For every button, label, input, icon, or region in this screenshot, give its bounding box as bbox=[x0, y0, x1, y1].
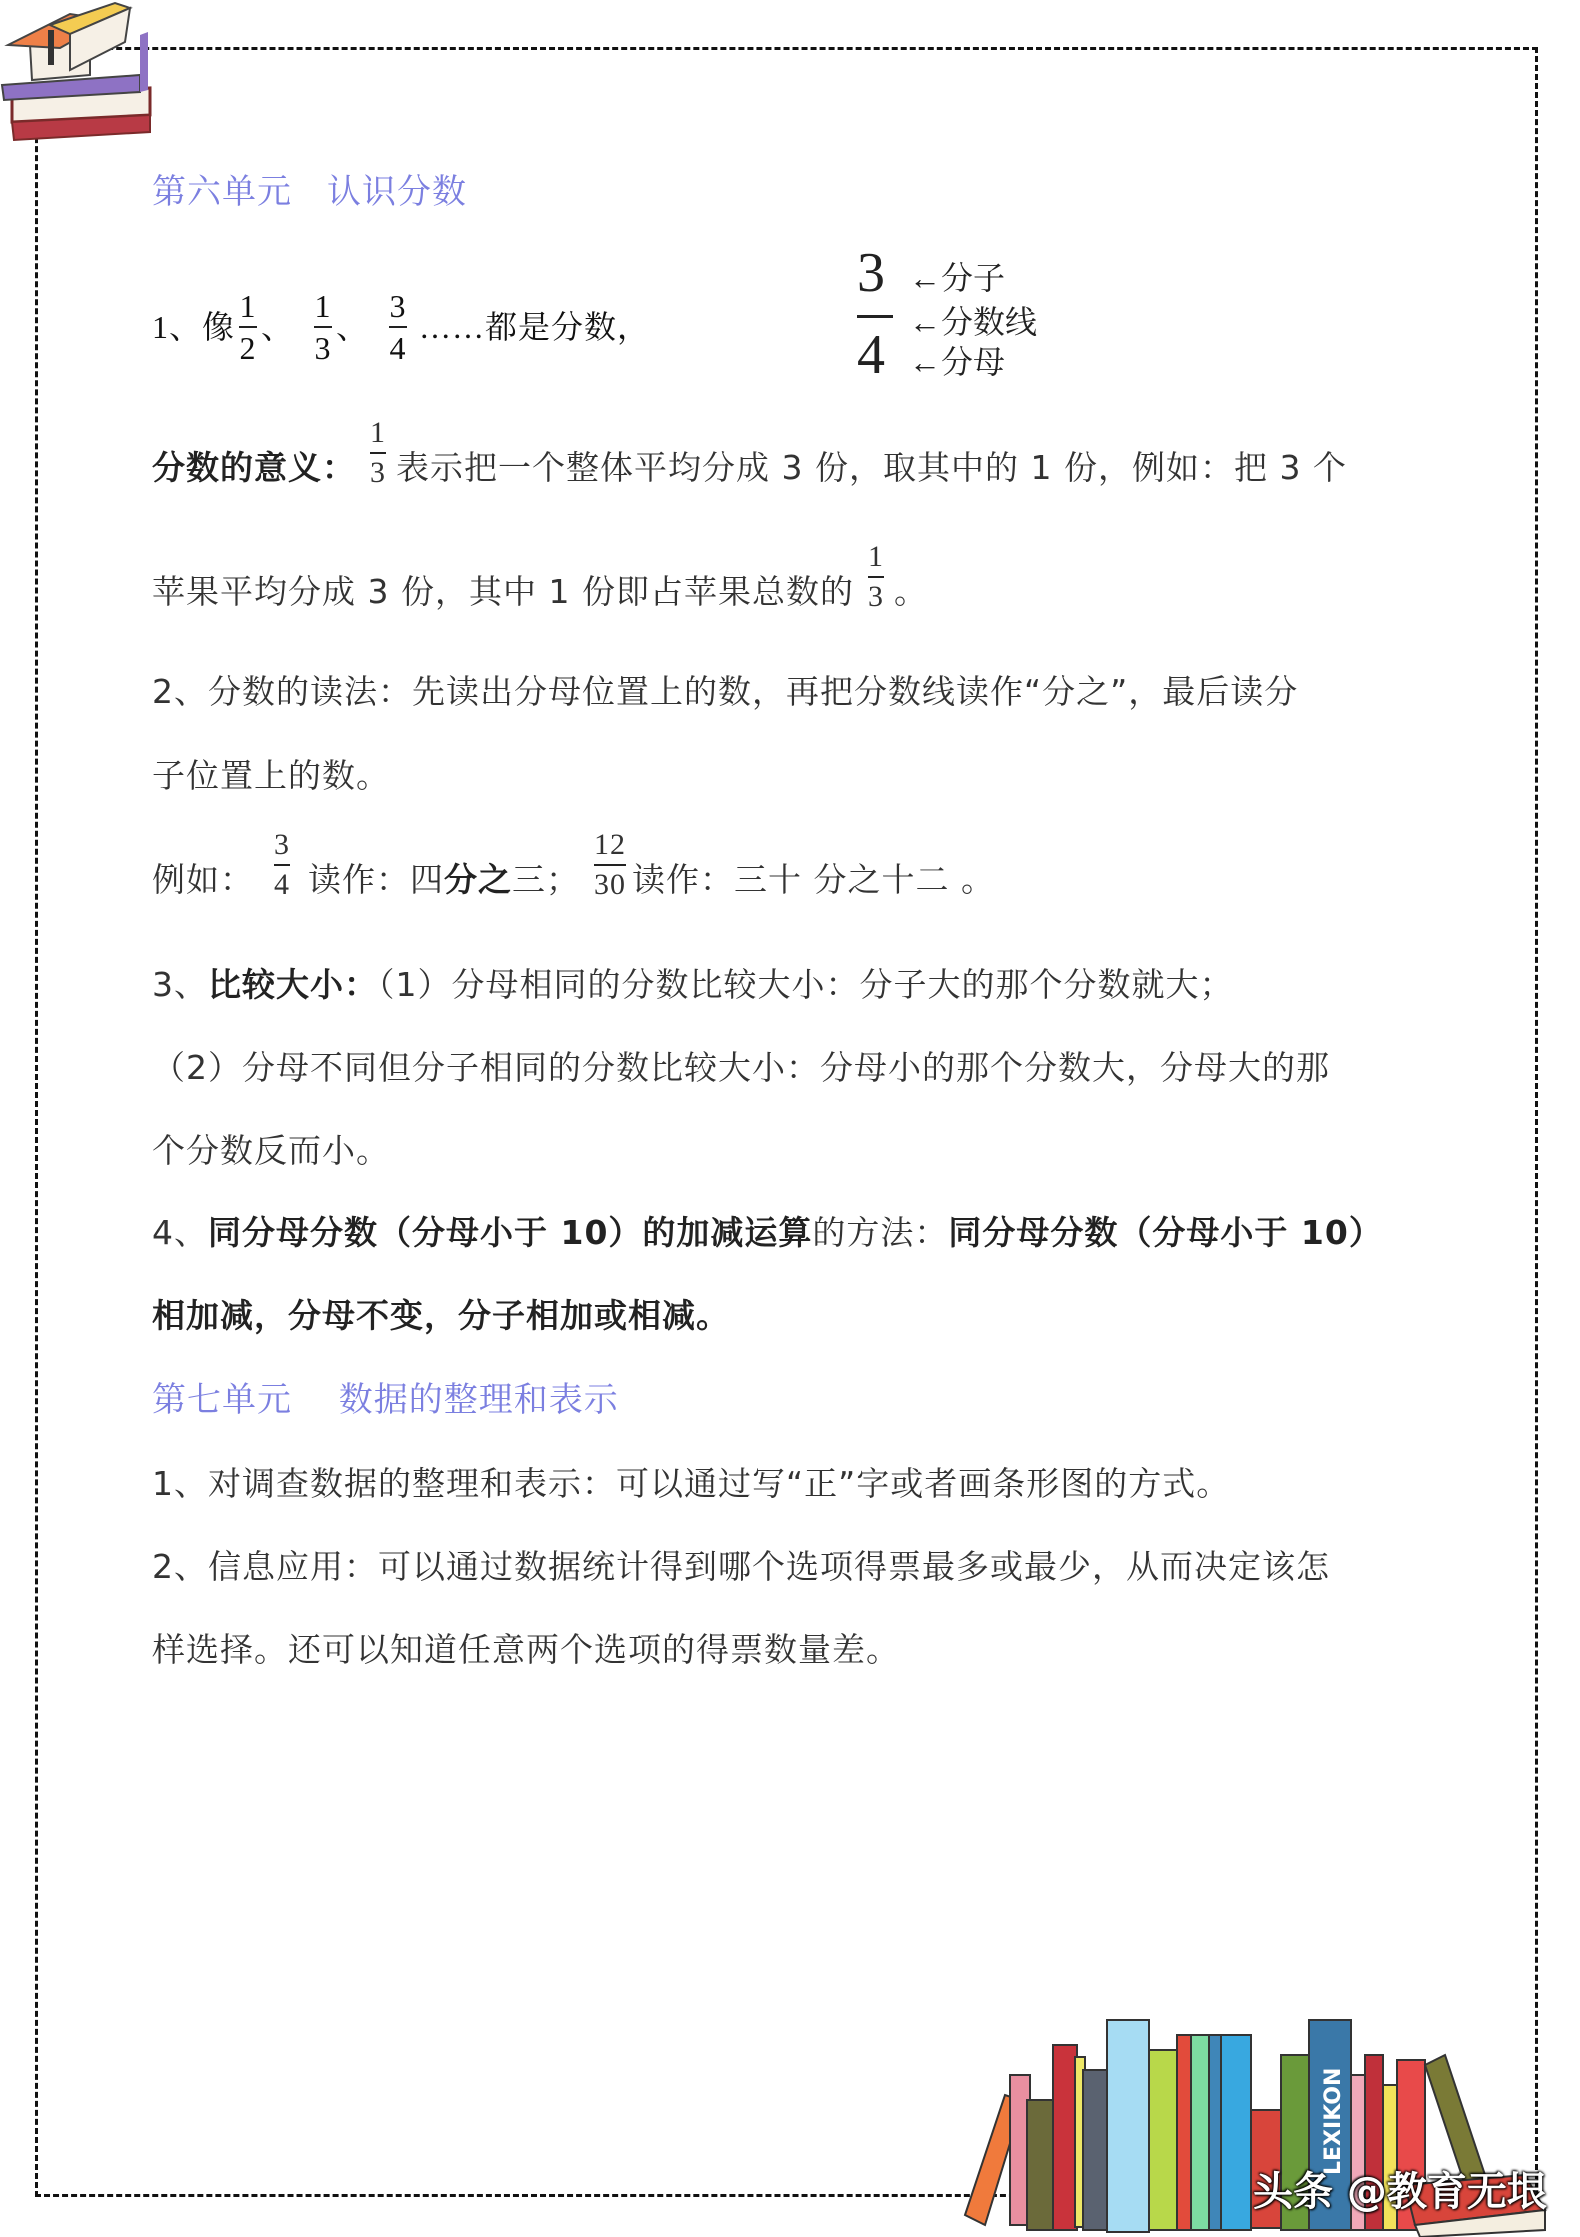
svg-text:LEXIKON: LEXIKON bbox=[1321, 2067, 1346, 2175]
fraction-bar bbox=[857, 315, 893, 318]
unit7-item1: 1、对调查数据的整理和表示：可以通过写“正”字或者画条形图的方式。 bbox=[152, 1464, 1231, 1503]
watermark: 头条 @教育无垠 bbox=[1253, 2169, 1547, 2215]
item3-line3: 个分数反而小。 bbox=[152, 1131, 390, 1170]
fraction: $\frac{1}{2}$ bbox=[239, 288, 257, 366]
unit6-heading: 第六单元 认识分数 bbox=[152, 172, 467, 212]
item1-prefix: 1、像 bbox=[152, 309, 236, 345]
item3-line2: （2）分母不同但分子相同的分数比较大小：分母小的那个分数大，分母大的那 bbox=[152, 1048, 1330, 1087]
item4-line1: 4、同分母分数（分母小于 10）的加减运算的方法：同分母分数（分母小于 10） bbox=[152, 1213, 1383, 1252]
fraction: $\frac{1}{3}$ bbox=[370, 416, 386, 489]
item2-line1: 2、分数的读法：先读出分母位置上的数，再把分数线读作“分之”，最后读分 bbox=[152, 672, 1299, 711]
unit6-item1: 1、像 $\frac{1}{2}$ 、 $\frac{1}{3}$ 、 $\frac{3}{4}$ ……都是分数， bbox=[152, 288, 651, 366]
item4-line2: 相加减，分母不变，分子相加或相减。 bbox=[152, 1296, 730, 1335]
unit7-item2-line2: 样选择。还可以知道任意两个选项的得票数量差。 bbox=[152, 1630, 900, 1669]
item1-suffix: ……都是分数， bbox=[419, 309, 651, 345]
fraction: $\frac{12}{30}$ bbox=[594, 828, 626, 901]
label-fraction-bar: ←分数线 bbox=[909, 304, 1038, 340]
fraction-meaning-line2: 苹果平均分成 3 份，其中 1 份即占苹果总数的 $\frac{1}{3}$ 。 bbox=[152, 540, 928, 613]
unit7-item2-line1: 2、信息应用：可以通过数据统计得到哪个选项得票最多或最少，从而决定该怎 bbox=[152, 1547, 1330, 1586]
fraction: $\frac{1}{3}$ bbox=[314, 288, 332, 366]
label-numerator: ←分子 bbox=[909, 260, 1006, 296]
dashed-page-border bbox=[35, 47, 1538, 2197]
fraction-meaning-line1: 分数的意义： $\frac{1}{3}$ 表示把一个整体平均分成 3 份，取其中的 1 份，例如：把 3 个 bbox=[152, 416, 1347, 489]
item2-line2: 子位置上的数。 bbox=[152, 756, 390, 795]
stacked-books-icon bbox=[0, 0, 220, 150]
label-denominator: ←分母 bbox=[909, 344, 1006, 380]
item2-example: 例如： $\frac{3}{4}$ 读作：四 分之 三； $\frac{12}{30}$ 读作：三十 分之十二 。 bbox=[152, 828, 995, 901]
fraction: $\frac{1}{3}$ bbox=[867, 540, 884, 613]
item3-line1: 3、比较大小：（1）分母相同的分数比较大小：分子大的那个分数就大； bbox=[152, 965, 1234, 1004]
fraction: $\frac{3}{4}$ bbox=[389, 288, 407, 366]
unit7-heading: 第七单元 数据的整理和表示 bbox=[152, 1380, 619, 1420]
fraction: $\frac{3}{4}$ bbox=[274, 828, 290, 901]
